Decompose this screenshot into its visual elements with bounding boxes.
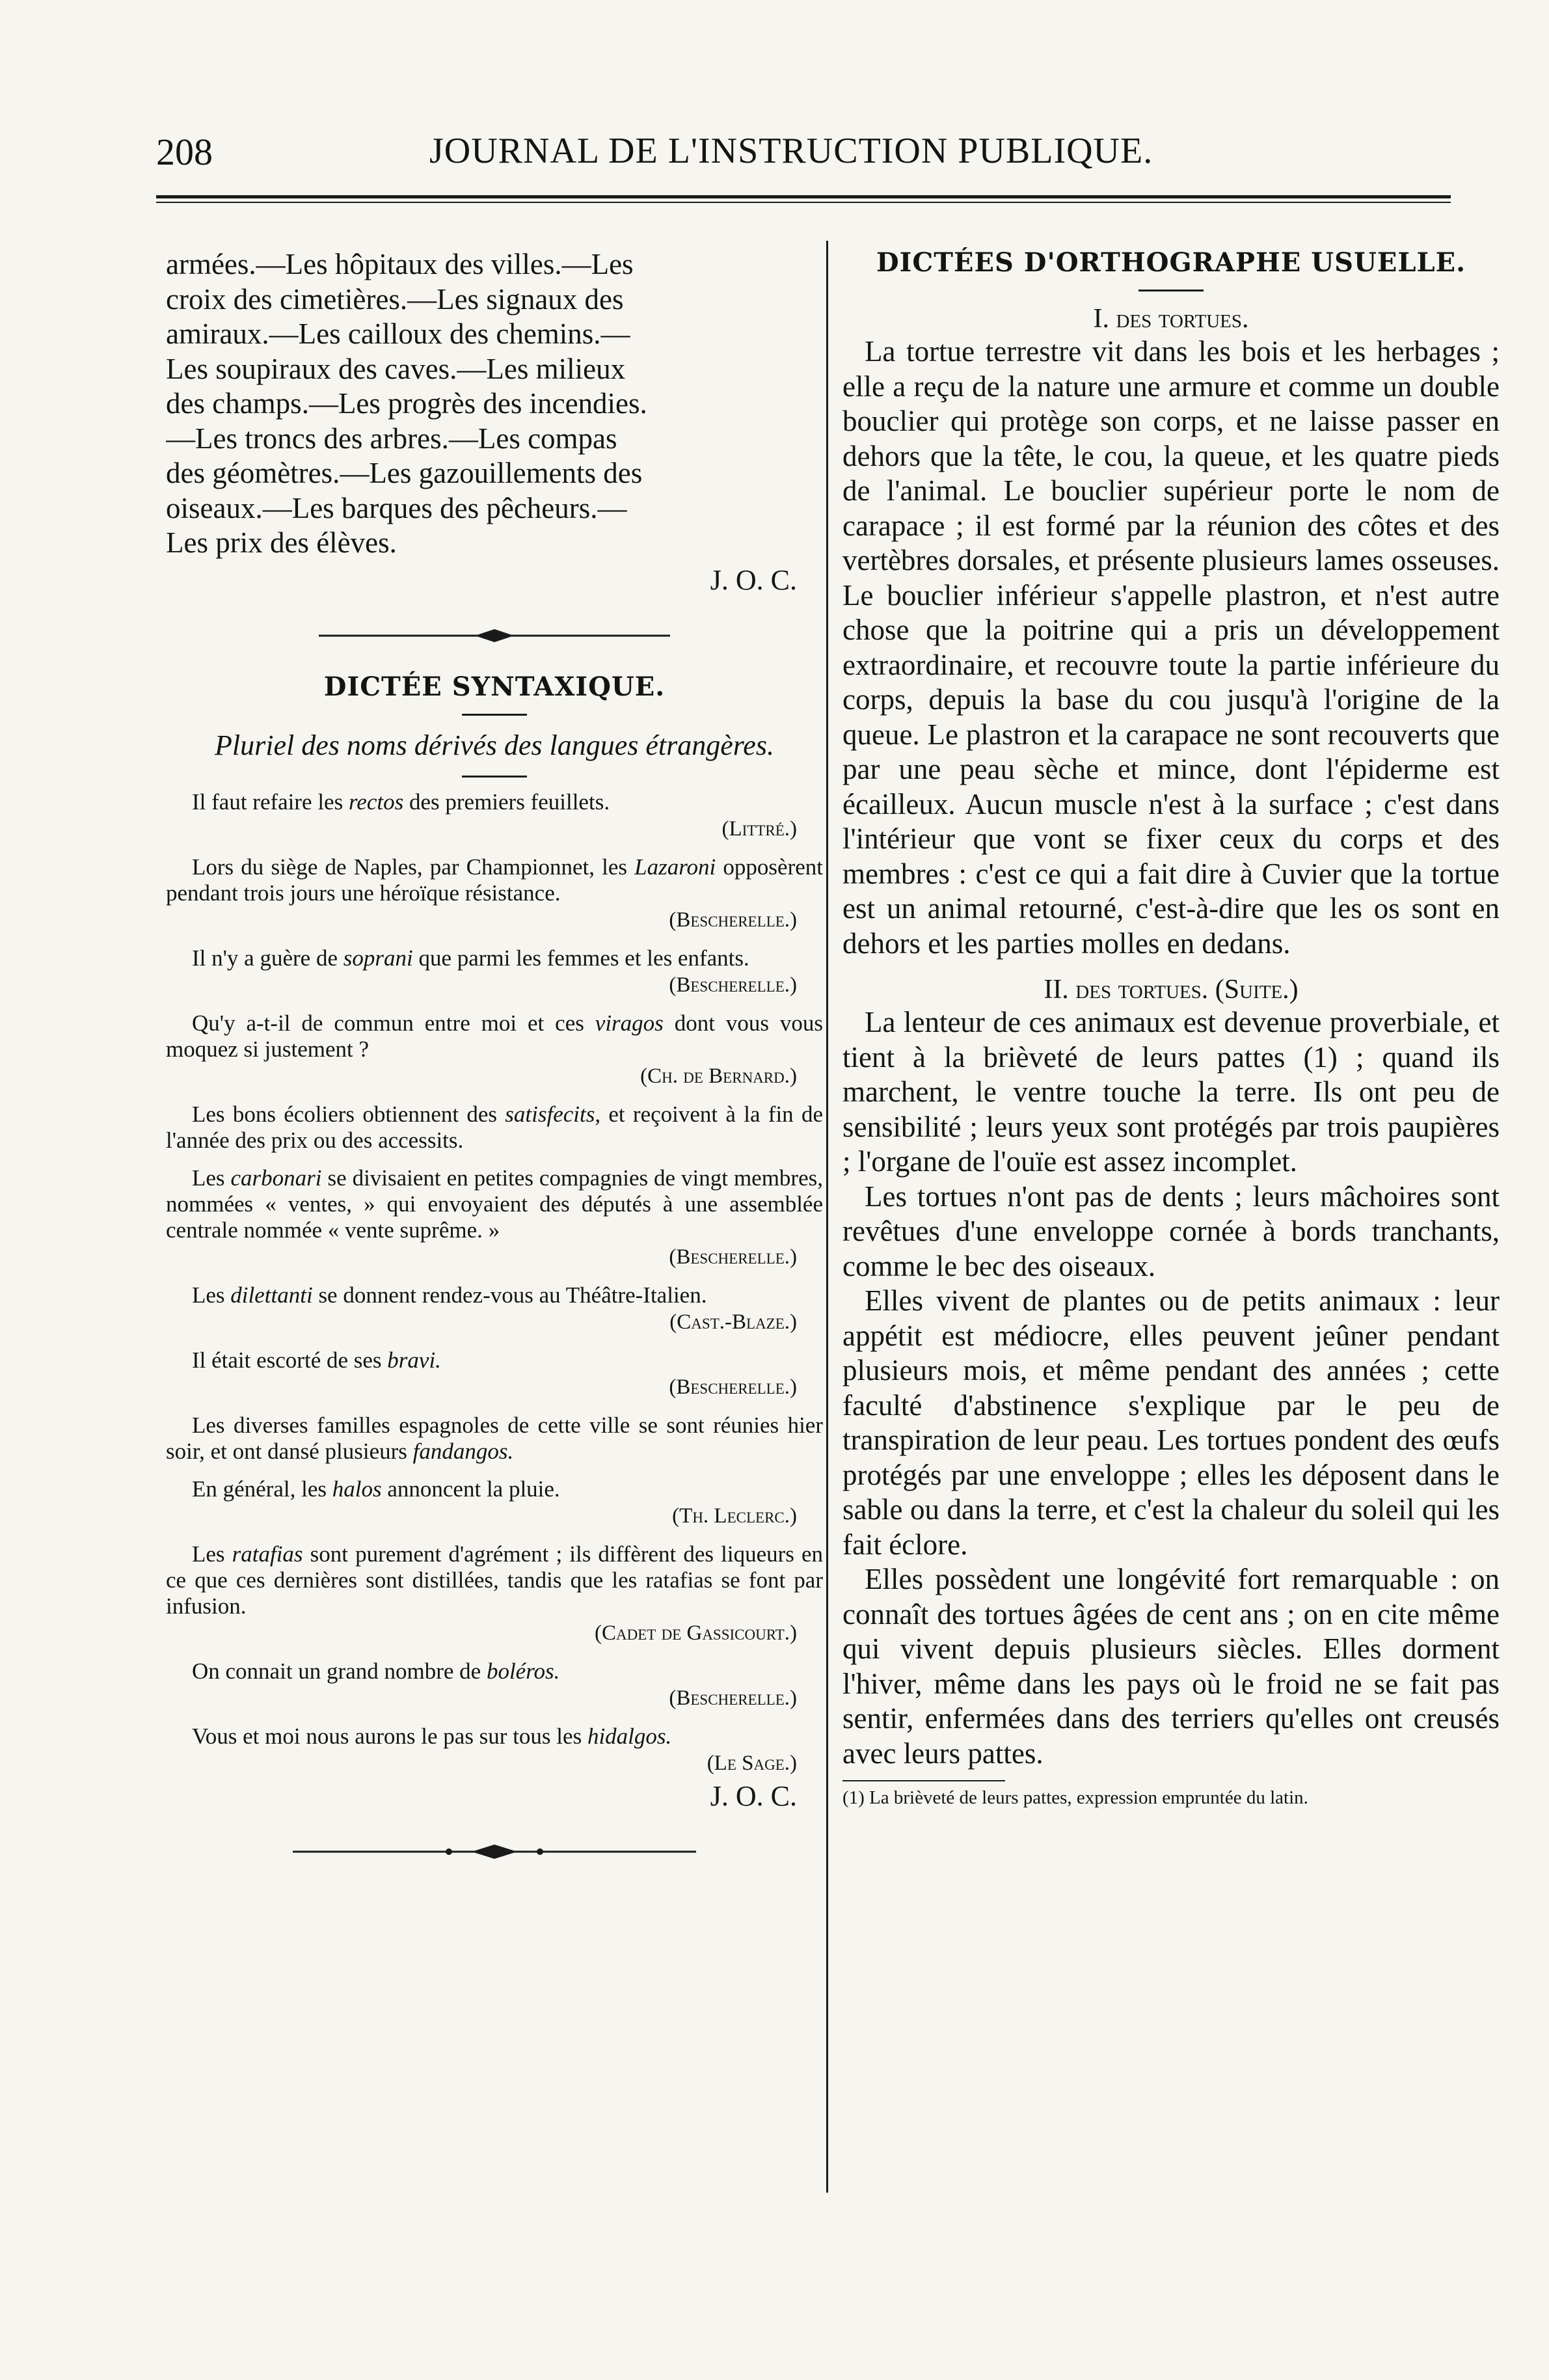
right-column <box>842 247 1500 2316</box>
intro-list <box>166 247 823 561</box>
text-line: —Les troncs des arbres.—Les compas <box>166 422 617 455</box>
citation: (Bescherelle.) <box>669 1375 797 1399</box>
example-sentence: Les bons écoliers obtiennent des satisfecits, et reçoivent à la fin de l'année des prix ou des accessits. <box>166 1101 823 1153</box>
citation: (Cadet de Gassicourt.) <box>595 1621 797 1645</box>
left-column <box>166 247 823 2316</box>
lesson-text: Les tortues n'ont pas de dents ; leurs mâchoires sont revêtues d'une enveloppe cornée à bords tranchants, comme le bec des oiseaux. <box>842 1180 1500 1282</box>
lesson-text: Elles vivent de plantes ou de petits animaux : leur appétit est médiocre, elles peuvent jeûner pendant plusieurs mois, et même pendant des années ; cette faculté d'abstinence s'explique par le peu de transpiration de leur peau. Les tortues pondent des œufs protégés par une enveloppe ; elles les déposent dans le sable ou dans la terre, et c'est la chaleur du soleil qui les fait éclore. <box>842 1284 1500 1561</box>
text-line: oiseaux.—Les barques des pêcheurs.— <box>166 491 627 524</box>
text-line: des champs.—Les progrès des incendies. <box>166 387 647 420</box>
citation: (Th. Leclerc.) <box>672 1504 797 1528</box>
example-sentence: Il n'y a guère de soprani que parmi les femmes et les enfants. <box>192 945 749 971</box>
example-sentence: On connait un grand nombre de boléros. <box>192 1658 560 1684</box>
example-sentences <box>166 789 823 1777</box>
ornament-divider <box>312 626 677 645</box>
example-sentence: Lors du siège de Naples, par Championnet, les Lazaroni opposèrent pendant trois jours une héroïque résistance. <box>166 854 823 906</box>
citation: (Bescherelle.) <box>669 1686 797 1710</box>
example-sentence: Les ratafias sont purement d'agrément ; ils diffèrent des liqueurs en ce que ces dernières sont distillées, tandis que les ratafias se font par infusion. <box>166 1541 823 1619</box>
text-line: des géomètres.—Les gazouillements des <box>166 457 643 489</box>
text-line: armées.—Les hôpitaux des villes.—Les <box>166 248 634 280</box>
signature: J. O. C. <box>710 563 797 596</box>
example-sentence: Les diverses familles espagnoles de cette ville se sont réunies hier soir, et ont dansé plusieurs fandangos. <box>166 1412 823 1464</box>
page-number: 208 <box>156 131 213 173</box>
citation: (Bescherelle.) <box>669 973 797 997</box>
running-title: JOURNAL DE L'INSTRUCTION PUBLIQUE. <box>429 131 1153 171</box>
lesson-text: La tortue terrestre vit dans les bois et les herbages ; elle a reçu de la nature une armure et comme un double bouclier qui protège son corps, et ne laisse passer en dehors que la tête, le cou, la queue, et les quatre pieds de l'animal. Le bouclier supérieur porte le nom de carapace ; il est formé par la réunion des côtes et des vertèbres dorsales, et présente plusieurs lames osseuses. Le bouclier inférieur s'appelle plastron, et n'est autre chose que la poitrine qui a pris un développement extraordinaire, et recouvre toute la partie inférieure du corps, depuis la base du cou jusqu'à l'origine de la queue. Le plastron et la carapace ne sont recouverts que par une peau sèche et mince, dont l'épiderme est écailleux. Aucun muscle n'est à la surface ; c'est dans l'intérieur que vont se fixer ceux du corps et des membres : c'est ce qui a fait dire à Cuvier que la tortue est un animal retourné, c'est-à-dire que les os sont en dehors et les parties molles en dedans. <box>842 335 1500 960</box>
footnote-rule <box>842 1780 1005 1781</box>
footnote: (1) La brièveté de leurs pattes, expression empruntée du latin. <box>842 1787 1308 1808</box>
example-sentence: Il était escorté de ses bravi. <box>192 1347 441 1373</box>
lesson-title: II. des tortues. (Suite.) <box>1044 975 1299 1005</box>
text-line: amiraux.—Les cailloux des chemins.— <box>166 318 630 350</box>
section-subtitle: Pluriel des noms dérivés des langues étrangères. <box>215 729 774 761</box>
section-heading: DICTÉE SYNTAXIQUE. <box>323 671 666 702</box>
page-header <box>156 130 1431 182</box>
short-rule <box>462 776 527 778</box>
citation: (Littré.) <box>721 817 797 841</box>
citation: (Bescherelle.) <box>669 1245 797 1269</box>
ornament-divider <box>286 1842 703 1861</box>
example-sentence: Les carbonari se divisaient en petites compagnies de vingt membres, nommées « ventes, » qui envoyaient des députés à une assemblée centrale nommée « vente suprême. » <box>166 1165 823 1243</box>
example-sentence: Qu'y a-t-il de commun entre moi et ces viragos dont vous vous moquez si justement ? <box>166 1010 823 1062</box>
lesson-text: Elles possèdent une longévité fort remarquable : on connaît des tortues âgées de cent ans ; on en cite même qui vivent depuis plusieurs siècles. Elles dorment l'hiver, même dans les pays où le froid ne se fait pas sentir, enfermées dans des terriers qu'elles ont creusés avec leurs pattes. <box>842 1563 1500 1770</box>
header-rule-thin <box>156 202 1451 203</box>
signature: J. O. C. <box>710 1779 797 1812</box>
example-sentence: Vous et moi nous aurons le pas sur tous les hidalgos. <box>192 1723 672 1749</box>
short-rule <box>1138 290 1204 291</box>
lesson-text: La lenteur de ces animaux est devenue proverbiale, et tient à la brièveté de leurs pattes (1) ; quand ils marchent, le ventre touche la terre. Ils ont peu de sensibilité ; leurs yeux sont protégés par trois paupières ; l'organe de l'ouïe est assez incomplet. <box>842 1006 1500 1178</box>
citation: (Le Sage.) <box>707 1751 797 1775</box>
header-rule <box>156 195 1451 198</box>
citation: (Bescherelle.) <box>669 908 797 932</box>
text-line: croix des cimetières.—Les signaux des <box>166 282 624 316</box>
section-heading: DICTÉES D'ORTHOGRAPHE USUELLE. <box>876 247 1466 278</box>
citation: (Cast.-Blaze.) <box>669 1310 797 1334</box>
text-line: Les soupiraux des caves.—Les milieux <box>166 352 626 385</box>
lesson-title: I. des tortues. <box>1093 304 1249 334</box>
example-sentence: Il faut refaire les rectos des premiers feuillets. <box>192 789 610 815</box>
short-rule <box>462 714 527 716</box>
column-divider <box>826 241 828 2193</box>
citation: (Ch. de Bernard.) <box>640 1064 797 1088</box>
example-sentence: En général, les halos annoncent la pluie. <box>192 1476 560 1502</box>
example-sentence: Les dilettanti se donnent rendez-vous au Théâtre-Italien. <box>192 1282 707 1308</box>
text-line: Les prix des élèves. <box>166 526 397 559</box>
